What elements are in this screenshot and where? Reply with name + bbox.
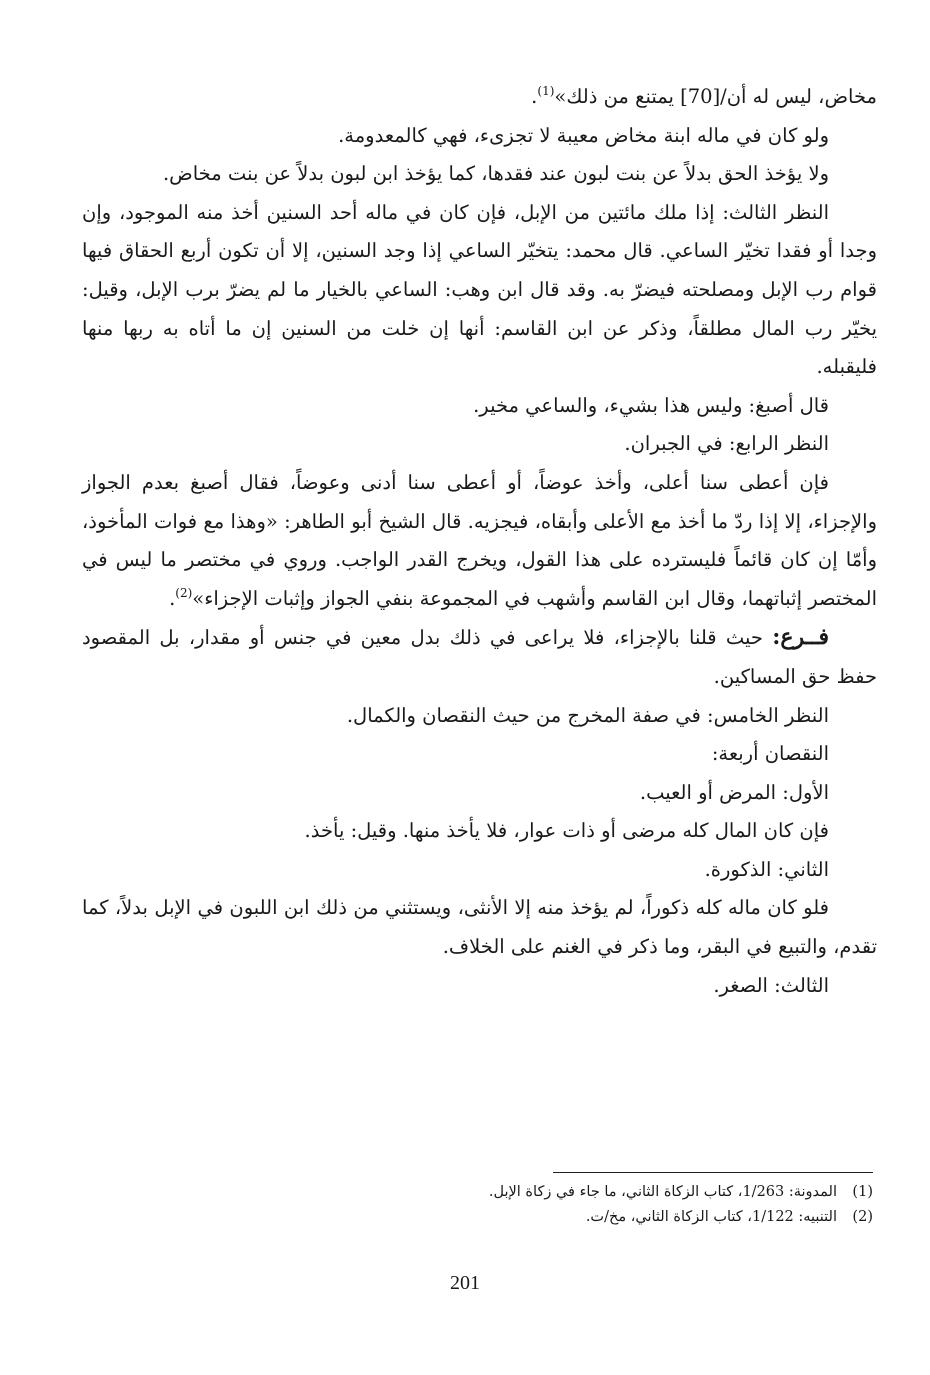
paragraph [82, 78, 877, 117]
paragraph: الثالث: الصغر. [713, 973, 829, 997]
paragraph: ولو كان في ماله ابنة مخاض معيبة لا تجزىء، فهي كالمعدومة. [338, 123, 829, 147]
paragraph: فلو كان ماله كله ذكوراً، لم يؤخذ منه إلا الأنثى، ويستثني من ذلك ابن اللبون في الإبل بدلاً، كما تقدم، والتبيع في البقر، وما ذكر في الغنم على الخلاف. [82, 896, 877, 959]
paragraph: الأول: المرض أو العيب. [639, 780, 829, 804]
paragraph: النظر الثالث: إذا ملك مائتين من الإبل، فإن كان في ماله أحد السنين أخذ منه الموجود، وإن وجدا أو فقدا تخيّر الساعي. قال محمد: يتخيّر الساعي إذا وجد السنين، إلا أن تكون أربع الحقاق فيها قوام رب الإبل ومصلحته فيضرّ به. وقد قال ابن وهب: الساعي بالخيار ما لم يضرّ برب الإبل، وقيل: يخيّر رب المال مطلقاً، وذكر عن ابن القاسم: أنها إن خلت من السنين إن ما أتاه به ربها منها فليقبله. [82, 200, 877, 379]
paragraph-text: مخاض، ليس له أن/[70] يمتنع من ذلك» [554, 85, 877, 108]
paragraph: النظر الرابع: في الجبران. [624, 432, 829, 456]
footnote [78, 1180, 873, 1205]
footnote-text: المدونة: 1/263، كتاب الزكاة الثاني، ما جاء في زكاة الإبل. [488, 1184, 837, 1200]
paragraph-tail: . [169, 586, 176, 610]
paragraph: فإن كان المال كله مرضى أو ذات عوار، فلا يأخذ منها. وقيل: يأخذ. [304, 819, 829, 843]
paragraph: النقصان أربعة: [711, 742, 829, 766]
paragraph: الثاني: الذكورة. [704, 857, 829, 881]
footnote-ref: (1) [537, 84, 555, 98]
footnote-number: (2) [852, 1209, 873, 1225]
footnote-text: التنبيه: 1/122، كتاب الزكاة الثاني، مخ/ت. [585, 1209, 837, 1225]
body-text [82, 78, 877, 1005]
paragraph-text: حيث قلنا بالإجزاء، فلا يراعى في ذلك بدل معين في جنس أو مقدار، بل المقصود حفظ حق المساكين. [82, 626, 877, 688]
paragraph-tail: . [531, 85, 538, 108]
page-number: 201 [450, 1272, 480, 1294]
section-lead: فــرع: [772, 624, 829, 651]
paragraph: قال أصبغ: وليس هذا بشيء، والساعي مخير. [473, 393, 829, 417]
paragraph [82, 464, 877, 618]
paragraph: النظر الخامس: في صفة المخرج من حيث النقصان والكمال. [346, 703, 829, 727]
footnote-ref: (2) [175, 585, 193, 600]
footnotes [78, 1180, 873, 1230]
footnote [78, 1205, 873, 1230]
paragraph [82, 618, 877, 696]
paragraph: ولا يؤخذ الحق بدلاً عن بنت لبون عند فقدها، كما يؤخذ ابن لبون بدلاً عن بنت مخاض. [162, 162, 829, 186]
footnote-divider [553, 1172, 873, 1173]
footnote-number: (1) [852, 1184, 873, 1200]
paragraph-text: فإن أعطى سنا أعلى، وأخذ عوضاً، أو أعطى سنا أدنى وعوضاً، فقال أصبغ بعدم الجواز والإجزاء، إلا إذا ردّ ما أخذ مع الأعلى وأبقاه، فيجزيه. قال الشيخ أبو الطاهر: «وهذا مع فوات المأخوذ، وأمّا إن كان قائماً فليسترده على هذا القول، ويخرج القدر الواجب. وروي في مختصر ما ليس في المختصر إثباتهما، وقال ابن القاسم وأشهب في المجموعة بنفي الجواز وإثبات الإجزاء» [82, 470, 877, 610]
